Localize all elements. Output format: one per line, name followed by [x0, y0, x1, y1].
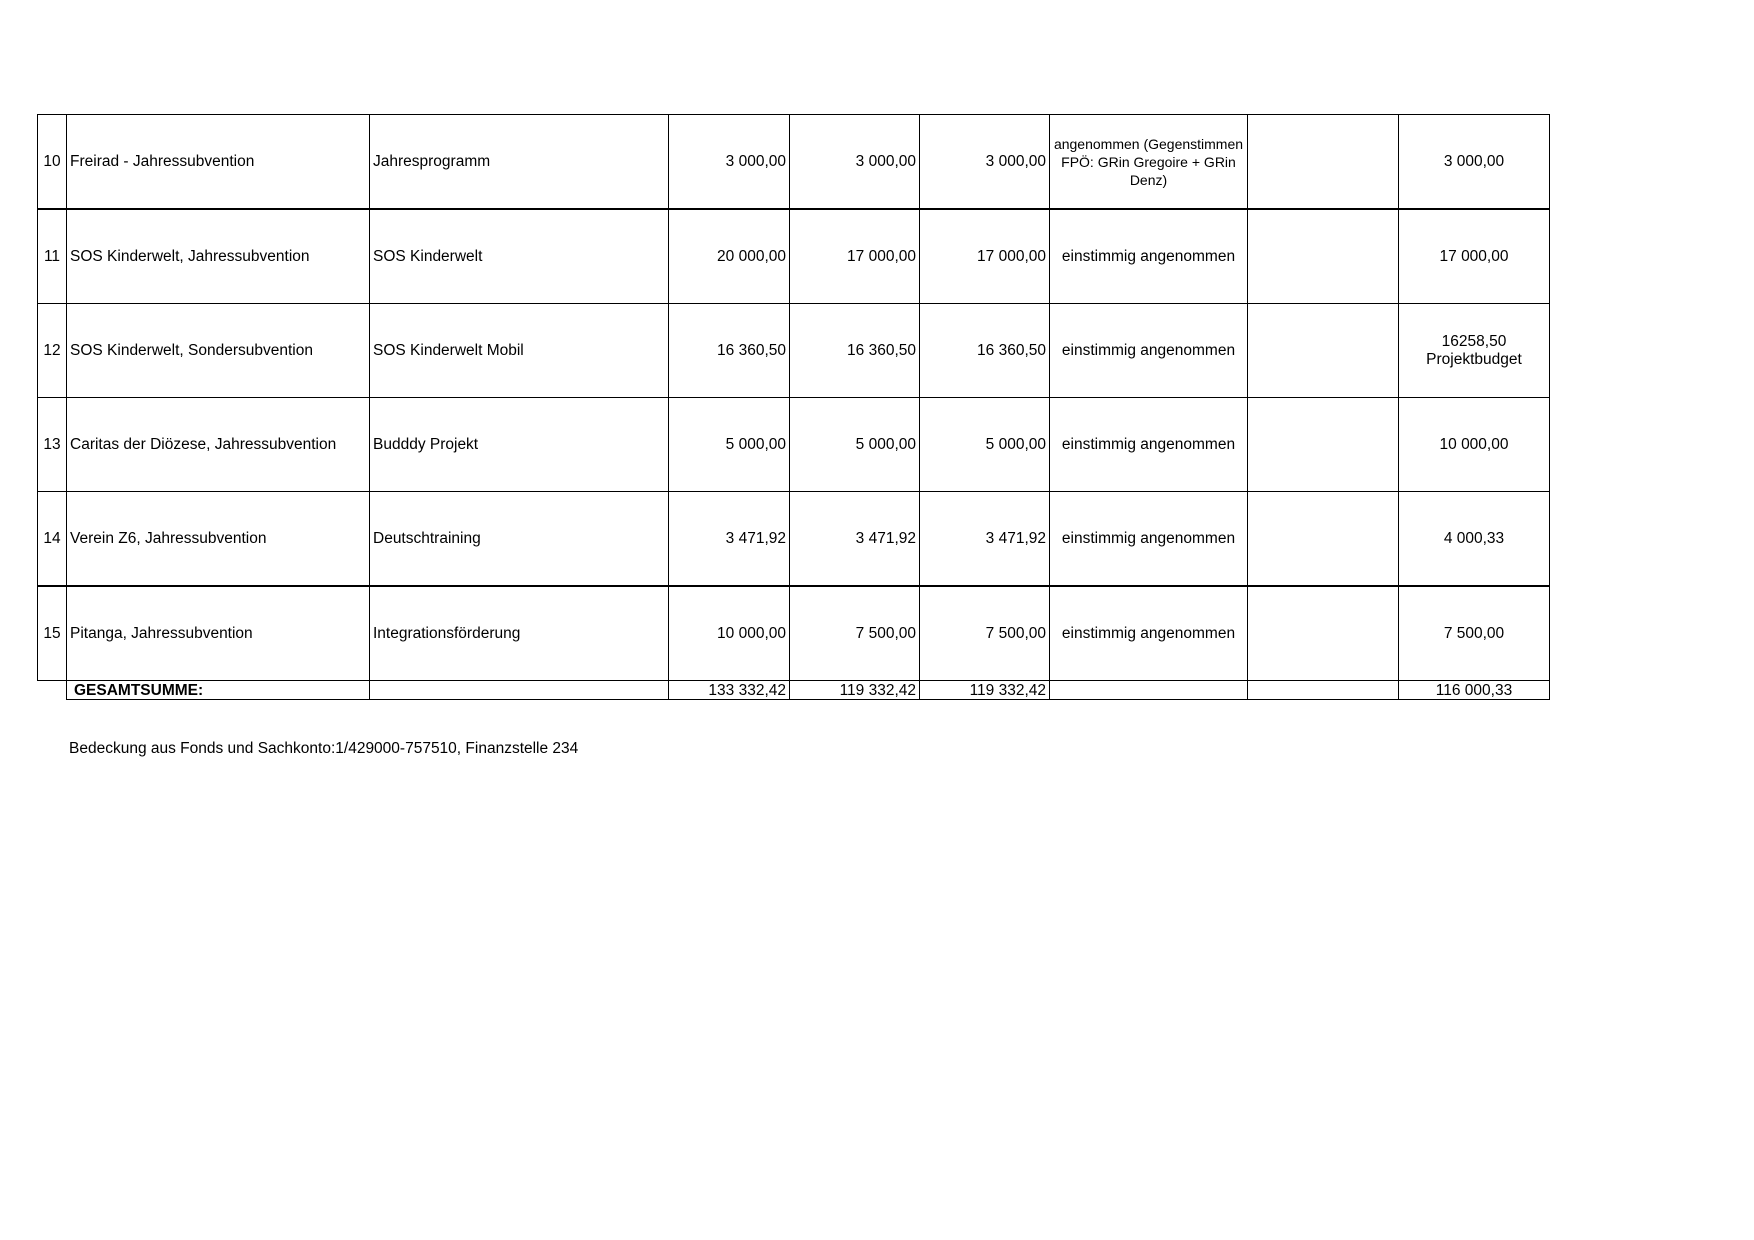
row-number: 12 — [38, 304, 67, 398]
remark-cell — [1248, 398, 1399, 492]
resolved-amount-cell: 3 000,00 — [920, 115, 1050, 210]
remark-cell — [1248, 586, 1399, 681]
project-cell: Deutschtraining — [370, 492, 669, 587]
requested-amount-cell: 16 360,50 — [669, 304, 790, 398]
requested-amount-cell: 10 000,00 — [669, 586, 790, 681]
previous-year-cell: 10 000,00 — [1399, 398, 1550, 492]
applicant-cell: SOS Kinderwelt, Jahressubvention — [67, 209, 370, 304]
total-previous-year-amount: 116 000,33 — [1399, 681, 1550, 700]
project-cell: Integrationsförderung — [370, 586, 669, 681]
applicant-cell: Pitanga, Jahressubvention — [67, 586, 370, 681]
previous-year-cell: 3 000,00 — [1399, 115, 1550, 210]
applicant-cell: SOS Kinderwelt, Sondersubvention — [67, 304, 370, 398]
total-project-cell — [370, 681, 669, 700]
total-label: GESAMTSUMME: — [67, 681, 370, 700]
resolved-amount-cell: 16 360,50 — [920, 304, 1050, 398]
remark-cell — [1248, 304, 1399, 398]
table-row — [38, 398, 1550, 492]
table-row — [38, 492, 1550, 587]
proposed-amount-cell: 17 000,00 — [790, 209, 920, 304]
previous-year-cell: 16258,50 Projektbudget — [1399, 304, 1550, 398]
subsidy-table — [37, 114, 1550, 700]
resolved-amount-cell: 3 471,92 — [920, 492, 1050, 587]
total-status-cell — [1050, 681, 1248, 700]
requested-amount-cell: 5 000,00 — [669, 398, 790, 492]
funding-footnote: Bedeckung aus Fonds und Sachkonto:1/429000-757510, Finanzstelle 234 — [69, 740, 579, 757]
project-cell: SOS Kinderwelt Mobil — [370, 304, 669, 398]
previous-year-cell: 17 000,00 — [1399, 209, 1550, 304]
project-cell: SOS Kinderwelt — [370, 209, 669, 304]
status-cell: angenommen (Gegenstimmen FPÖ: GRin Gregoire + GRin Denz) — [1050, 115, 1248, 210]
status-cell: einstimmig angenommen — [1050, 398, 1248, 492]
applicant-cell: Freirad - Jahressubvention — [67, 115, 370, 210]
proposed-amount-cell: 7 500,00 — [790, 586, 920, 681]
project-cell: Budddy Projekt — [370, 398, 669, 492]
applicant-cell: Caritas der Diözese, Jahressubvention — [67, 398, 370, 492]
requested-amount-cell: 20 000,00 — [669, 209, 790, 304]
row-number: 15 — [38, 586, 67, 681]
resolved-amount-cell: 7 500,00 — [920, 586, 1050, 681]
resolved-amount-cell: 17 000,00 — [920, 209, 1050, 304]
status-cell: einstimmig angenommen — [1050, 304, 1248, 398]
project-cell: Jahresprogramm — [370, 115, 669, 210]
total-remark-cell — [1248, 681, 1399, 700]
row-number: 11 — [38, 209, 67, 304]
requested-amount-cell: 3 000,00 — [669, 115, 790, 210]
total-requested-amount: 133 332,42 — [669, 681, 790, 700]
row-number: 14 — [38, 492, 67, 587]
previous-year-cell: 4 000,33 — [1399, 492, 1550, 587]
proposed-amount-cell: 3 000,00 — [790, 115, 920, 210]
remark-cell — [1248, 492, 1399, 587]
table-row — [38, 586, 1550, 681]
total-resolved-amount: 119 332,42 — [920, 681, 1050, 700]
proposed-amount-cell: 5 000,00 — [790, 398, 920, 492]
row-number: 10 — [38, 115, 67, 210]
requested-amount-cell: 3 471,92 — [669, 492, 790, 587]
table-row — [38, 304, 1550, 398]
previous-year-cell: 7 500,00 — [1399, 586, 1550, 681]
row-number: 13 — [38, 398, 67, 492]
table-row — [38, 115, 1550, 210]
status-cell: einstimmig angenommen — [1050, 209, 1248, 304]
remark-cell — [1248, 209, 1399, 304]
total-proposed-amount: 119 332,42 — [790, 681, 920, 700]
total-spacer — [38, 681, 67, 700]
status-cell: einstimmig angenommen — [1050, 492, 1248, 587]
applicant-cell: Verein Z6, Jahressubvention — [67, 492, 370, 587]
status-cell: einstimmig angenommen — [1050, 586, 1248, 681]
proposed-amount-cell: 16 360,50 — [790, 304, 920, 398]
resolved-amount-cell: 5 000,00 — [920, 398, 1050, 492]
total-row — [38, 681, 1550, 700]
proposed-amount-cell: 3 471,92 — [790, 492, 920, 587]
table-row — [38, 209, 1550, 304]
remark-cell — [1248, 115, 1399, 210]
